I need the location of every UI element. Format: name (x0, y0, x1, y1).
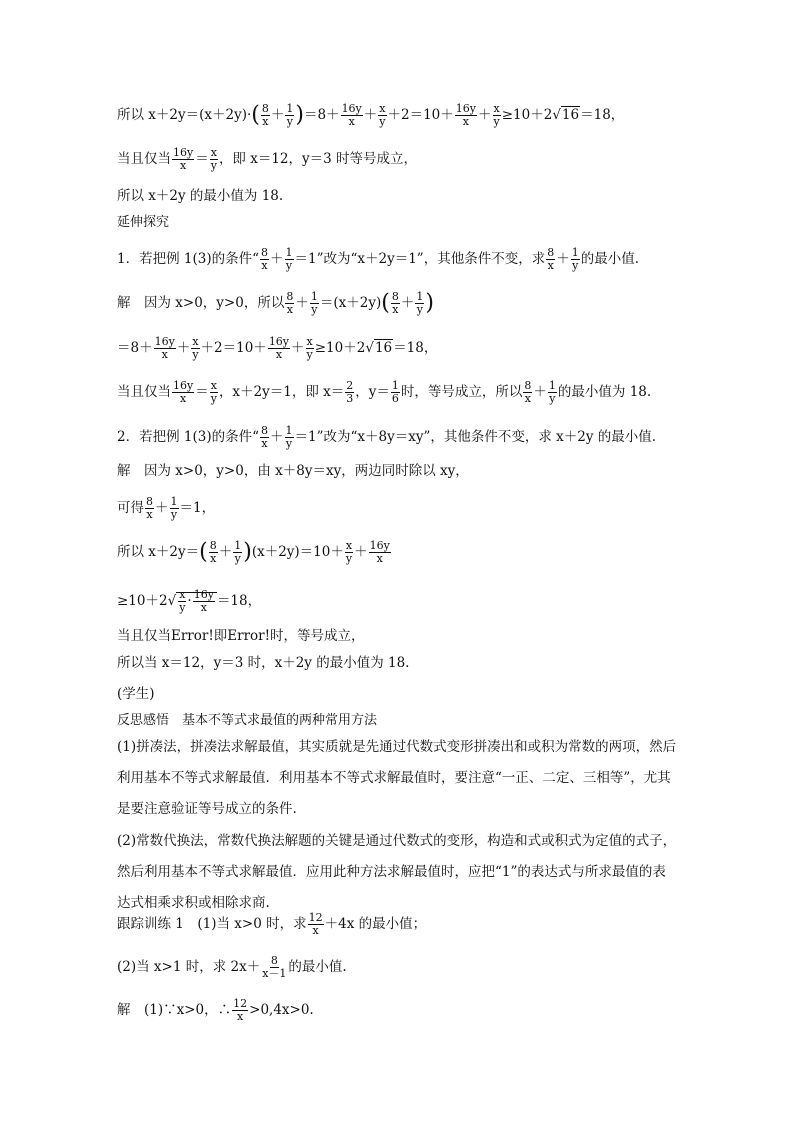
num: 1 (234, 539, 242, 552)
text: 的最小值. (288, 959, 347, 975)
den: x (524, 392, 532, 405)
text: 2．若把例 1(3)的条件“ (117, 429, 259, 445)
fraction (268, 336, 290, 361)
fraction (285, 247, 294, 272)
den: x (547, 259, 554, 272)
num: x (379, 102, 386, 115)
num: 16y (268, 335, 290, 348)
solution-2-line-6: 所以当 x＝12，y＝3 时，x＋2y 的最小值为 18. (117, 655, 410, 671)
text: ，y＝ (355, 384, 390, 400)
solution-2-line-2 (117, 496, 215, 521)
text: 时，等号成立，所以 (400, 384, 523, 400)
fraction (210, 380, 218, 405)
training-solution-line-1 (117, 998, 314, 1023)
den: y (234, 552, 241, 565)
num: 8 (261, 102, 269, 115)
op: ＝ (195, 384, 209, 400)
fraction (455, 103, 477, 128)
fraction (306, 336, 314, 361)
den: x (376, 552, 383, 565)
equation-line-2 (117, 147, 417, 172)
num: 8 (209, 539, 217, 552)
op: ＋ (478, 107, 492, 123)
text: ＝18， (580, 107, 625, 123)
op: ＋ (291, 340, 305, 356)
fraction (345, 380, 354, 405)
text: ，即 x＝12，y＝3 时等号成立， (218, 151, 418, 167)
fraction (232, 998, 248, 1023)
num: x (210, 379, 217, 392)
fraction (493, 103, 501, 128)
op: ＋ (533, 384, 547, 400)
op: ＋ (400, 295, 415, 311)
training-line-2 (117, 955, 347, 980)
den: x－1 (262, 967, 287, 980)
fraction (233, 540, 242, 565)
op: ＋ (270, 251, 284, 267)
sqrt-sign: √ (167, 593, 177, 609)
num: x (192, 335, 199, 348)
text: ＋2＝10＋ (200, 340, 267, 356)
op: · (187, 593, 192, 609)
text: (x＋2y)＝10＋ (251, 544, 344, 560)
section-heading-reflection: 反思感悟 基本不等式求最值的两种常用方法 (117, 713, 378, 728)
den: x (261, 259, 268, 272)
solution-2-line-3 (117, 540, 392, 565)
num: 1 (170, 495, 178, 508)
paren: ( (381, 290, 390, 316)
fraction (310, 291, 319, 316)
den: x (275, 348, 283, 361)
sqrt-radicand: 16 (561, 107, 580, 123)
training-line-1 (117, 912, 426, 937)
text: 解 (1)∵x>0，∴ (117, 1002, 232, 1018)
text: 当且仅当 (117, 151, 171, 167)
den: x (286, 303, 293, 316)
den: y (170, 508, 178, 521)
method-paragraph-1: (1)拼凑法，拼凑法求解最值，其实质就是先通过代数式变形拼凑出和或积为常数的两项，然后利用基本不等式求解最值．利用基本不等式求解最值时，要注意“一正、二定、三相等”，尤其是要注意验证等号成立的条件. (117, 739, 677, 817)
fraction (191, 336, 199, 361)
num: 8 (261, 246, 268, 259)
solution-line-2 (117, 336, 437, 361)
den: x (261, 437, 268, 450)
num: x (179, 588, 186, 601)
text: ＝(x＋2y) (319, 295, 382, 311)
den: 6 (391, 392, 399, 405)
num: 8 (270, 954, 278, 967)
text: ＝18， (393, 340, 438, 356)
num: x (210, 146, 217, 159)
den: y (345, 552, 353, 565)
solution-2-line-1: 解 因为 x>0，y>0，由 x＋8y＝xy，两边同时除以 xy， (117, 463, 469, 479)
den: x (180, 392, 187, 405)
section-heading-extension: 延伸探究 (117, 215, 170, 230)
num: 12 (308, 911, 323, 924)
num: 1 (391, 379, 399, 392)
num: 16y (173, 379, 194, 392)
fraction (523, 380, 532, 405)
num: 12 (233, 997, 248, 1010)
den: x (462, 115, 469, 128)
text: ＝1， (179, 500, 216, 516)
den: x (146, 508, 153, 521)
text: 所以 x＋2y＝(x＋2y)· (117, 107, 252, 123)
op: ＋ (155, 500, 169, 516)
solution-line-1 (117, 291, 434, 316)
text: 当且仅当 (117, 384, 171, 400)
num: 16y (369, 539, 390, 552)
num: 1 (548, 379, 556, 392)
op: ＋ (270, 429, 284, 445)
fraction (308, 912, 324, 937)
den: y (285, 437, 293, 450)
equation-line-1 (117, 103, 624, 128)
num: 16y (455, 102, 476, 115)
question-1 (117, 247, 639, 272)
fraction (145, 496, 154, 521)
fraction (341, 103, 363, 128)
text: ＝8＋ (117, 340, 153, 356)
fraction (548, 380, 557, 405)
den: y (416, 303, 423, 316)
fraction (261, 103, 270, 128)
fraction (571, 247, 580, 272)
paren: ) (295, 102, 304, 128)
paren: ( (251, 102, 260, 128)
den: x (392, 303, 399, 316)
den: y (192, 348, 199, 361)
text: ＋2＝10＋ (387, 107, 454, 123)
den: x (161, 348, 168, 361)
fraction (209, 540, 218, 565)
fraction (345, 540, 353, 565)
op: ＋ (270, 107, 285, 123)
fraction (285, 103, 294, 128)
op: ＋ (218, 544, 233, 560)
den: x (237, 1010, 244, 1023)
num: 1 (310, 290, 318, 303)
den: y (311, 303, 318, 316)
sqrt-radicand: 16 (374, 340, 393, 356)
solution-2-line-4 (117, 589, 261, 614)
den: y (285, 259, 293, 272)
text: (2)当 x>1 时，求 2x＋ (117, 959, 261, 975)
den: x (200, 601, 207, 614)
sqrt-sign: √ (365, 340, 374, 356)
num: 1 (416, 290, 424, 303)
fraction (261, 955, 287, 980)
fraction (172, 380, 194, 405)
text: >0,4x>0. (249, 1002, 314, 1018)
den: y (210, 392, 217, 405)
den: y (210, 159, 217, 172)
fraction (285, 291, 294, 316)
method-paragraph-2: (2)常数代换法，常数代换法解题的关键是通过代数式的变形，构造和式或积式为定值的式子，然后利用基本不等式求解最值．应用此种方法求解最值时，应把“1”的表达式与所求最值的表达式相乘求积或相除求商. (117, 833, 677, 911)
text: 解 因为 x>0，y>0，所以 (117, 295, 285, 311)
num: x (493, 102, 500, 115)
fraction (415, 291, 424, 316)
num: 2 (346, 379, 354, 392)
op: ＋ (363, 107, 378, 123)
fraction (378, 103, 386, 128)
fraction (172, 147, 194, 172)
fraction (178, 589, 186, 614)
text: 所以 x＋2y＝ (117, 544, 200, 560)
num: 16y (193, 588, 214, 601)
num: 8 (524, 379, 532, 392)
op: ＝ (195, 151, 209, 167)
op: ＋ (354, 544, 368, 560)
num: 8 (547, 246, 555, 259)
num: 1 (571, 246, 579, 259)
text: ≥10＋2 (117, 593, 168, 609)
text: 跟踪训练 1 (1)当 x>0 时，求 (117, 916, 307, 932)
den: x (210, 552, 217, 565)
sqrt-sign: √ (552, 107, 561, 123)
text: ≥10＋2 (314, 340, 366, 356)
text: ＝18， (216, 593, 262, 609)
num: 16y (154, 335, 175, 348)
text: ≥10＋2 (501, 107, 553, 123)
text: 1．若把例 1(3)的条件“ (117, 251, 259, 267)
den: x (312, 924, 319, 937)
op: ＋ (556, 251, 570, 267)
den: 3 (346, 392, 354, 405)
text: ＝8＋ (303, 107, 340, 123)
fraction (260, 247, 269, 272)
num: 8 (286, 290, 294, 303)
den: y (493, 115, 500, 128)
paren: ) (425, 290, 434, 316)
fraction (170, 496, 179, 521)
fraction (193, 589, 215, 614)
num: 16y (341, 102, 362, 115)
paren: ) (243, 539, 252, 565)
num: 16y (173, 146, 194, 159)
fraction (260, 425, 269, 450)
solution-2-line-5: 当且仅当Error!即Error!时，等号成立， (117, 628, 365, 644)
text: 的最小值. (580, 251, 640, 267)
solution-line-3 (117, 380, 651, 405)
den: y (549, 392, 556, 405)
text: 的最小值为 18. (557, 384, 652, 400)
student-label: (学生) (117, 686, 155, 702)
den: x (262, 115, 269, 128)
text: 可得 (117, 500, 144, 516)
op: ＋ (295, 295, 309, 311)
den: y (179, 601, 186, 614)
num: 1 (286, 102, 294, 115)
text: ，x＋2y＝1，即 x＝ (218, 384, 345, 400)
text-line-3: 所以 x＋2y 的最小值为 18. (117, 188, 284, 204)
den: y (572, 259, 579, 272)
den: y (286, 115, 293, 128)
fraction (210, 147, 218, 172)
fraction (391, 380, 400, 405)
den: x (348, 115, 355, 128)
num: x (306, 335, 313, 348)
fraction (391, 291, 400, 316)
num: 1 (285, 246, 293, 259)
num: 1 (285, 424, 293, 437)
den: x (180, 159, 187, 172)
text: ＝1”改为“x＋2y＝1”，其他条件不变，求 (294, 251, 546, 267)
fraction (546, 247, 555, 272)
num: 8 (261, 424, 268, 437)
paren: ( (199, 539, 208, 565)
den: y (379, 115, 386, 128)
num: 8 (146, 495, 153, 508)
fraction (285, 425, 294, 450)
question-2 (117, 425, 656, 450)
fraction (369, 540, 391, 565)
text: ＋4x 的最小值； (324, 916, 427, 932)
num: x (345, 539, 353, 552)
den: y (306, 348, 313, 361)
text: ＝1”改为“x＋8y＝xy”，其他条件不变，求 x＋2y 的最小值. (294, 429, 657, 445)
sqrt-radicand (176, 588, 217, 614)
fraction (154, 336, 176, 361)
num: 8 (391, 290, 399, 303)
op: ＋ (176, 340, 191, 356)
